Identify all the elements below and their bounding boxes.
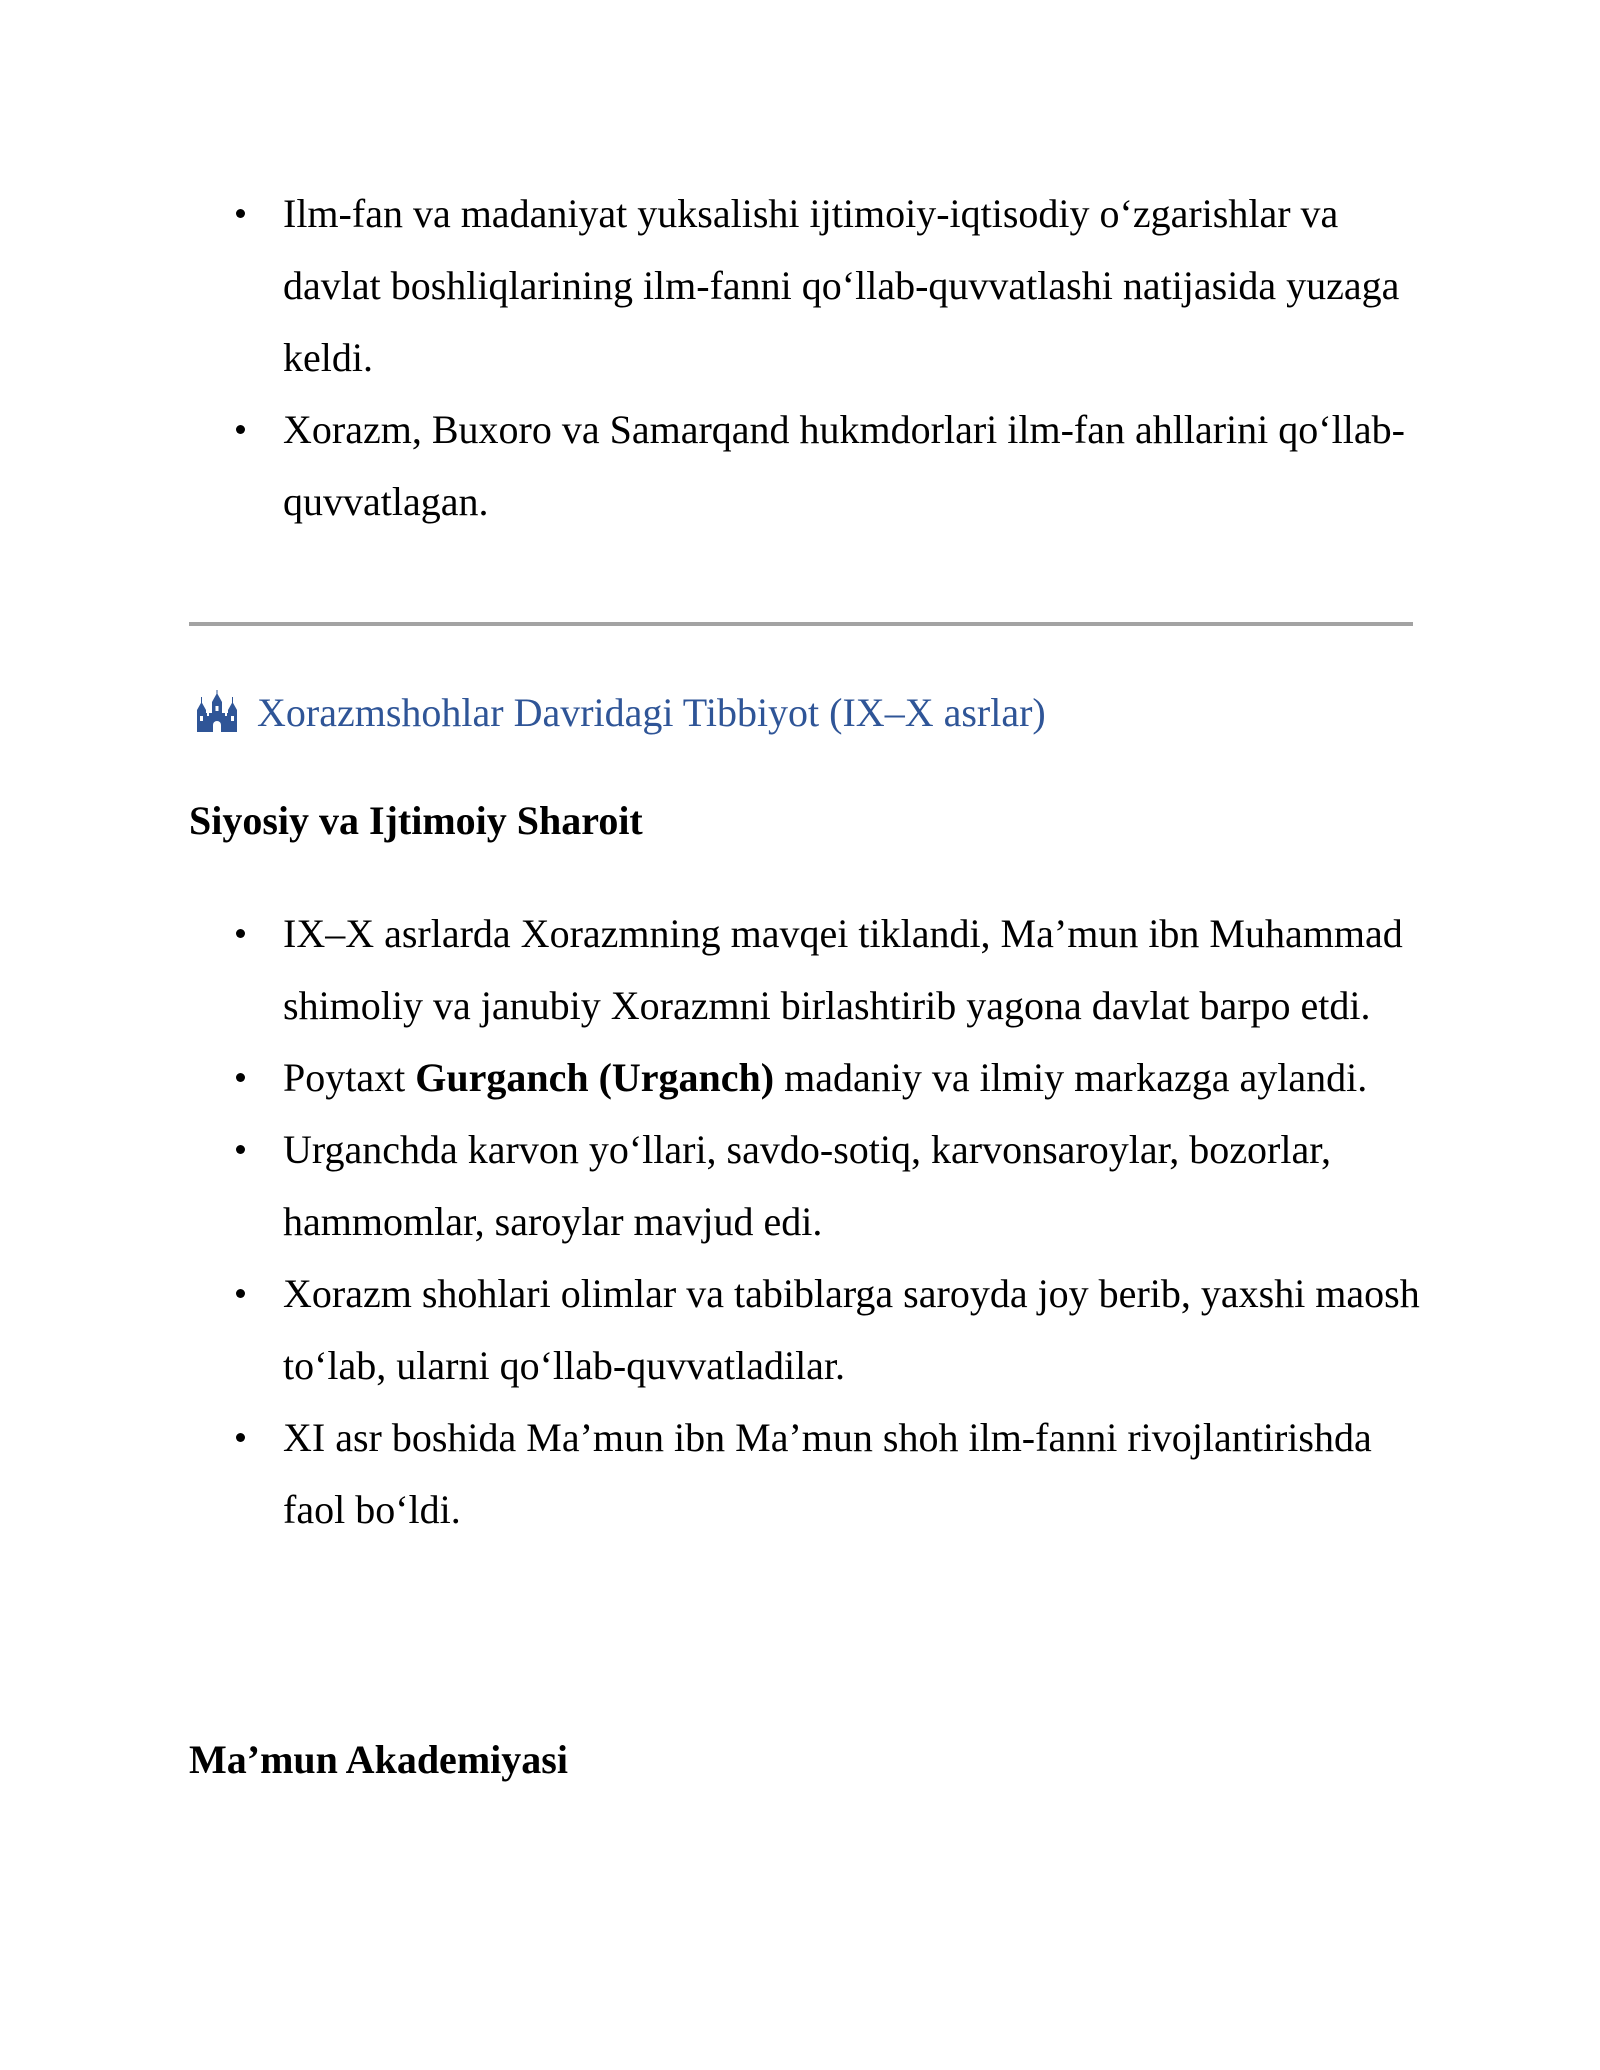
list-item [0,178,1600,394]
list-item [0,1402,1600,1546]
subheading-siyosiy: Siyosiy va Ijtimoiy Sharoit [189,798,643,843]
list-item [0,1042,1600,1114]
list-item [0,1258,1600,1402]
bullet-icon [236,209,245,218]
castle-icon [195,690,239,734]
list-item-text: Ilm-fan va madaniyat yuksalishi ijtimoiy-iqtisodiy o‘zgarishlar va davlat boshliqlarining ilm-fanni qo‘llab-quvvatlashi natijasida yuzaga keldi. [283,191,1400,380]
section-heading [195,682,1046,742]
list-item-text: Urganchda karvon yo‘llari, savdo-sotiq, karvonsaroylar, bozorlar, hammomlar, saroylar mavjud edi. [283,1127,1331,1244]
subheading-mamun-akademiyasi: Ma’mun Akademiyasi [189,1737,568,1782]
list-item-text [283,1055,1367,1100]
text-before: Poytaxt [283,1055,416,1100]
bullet-icon [236,1433,245,1442]
bullet-icon [236,1145,245,1154]
list-item-text: XI asr boshida Ma’mun ibn Ma’mun shoh ilm-fanni rivojlantirishda faol bo‘ldi. [283,1415,1372,1532]
section-title: Xorazmshohlar Davridagi Tibbiyot (IX–X asrlar) [257,689,1046,735]
bullet-list-top [0,178,1600,538]
list-item-text: Xorazm, Buxoro va Samarqand hukmdorlari ilm-fan ahllarini qo‘llab-quvvatlagan. [283,407,1405,524]
bullet-icon [236,425,245,434]
list-item [0,394,1600,538]
bullet-icon [236,929,245,938]
bullet-icon [236,1289,245,1298]
horizontal-rule [189,622,1413,626]
list-item [0,1114,1600,1258]
bold-term: Gurganch (Urganch) [415,1055,775,1100]
bullet-list-siyosiy [0,898,1600,1546]
bullet-icon [236,1073,245,1082]
list-item [0,898,1600,1042]
list-item-text: Xorazm shohlari olimlar va tabiblarga saroyda joy berib, yaxshi maosh to‘lab, ularni qo‘llab-quvvatladilar. [283,1271,1420,1388]
list-item-text: IX–X asrlarda Xorazmning mavqei tiklandi, Ma’mun ibn Muhammad shimoliy va janubiy Xorazmni birlashtirib yagona davlat barpo etdi. [283,911,1403,1028]
text-after: madaniy va ilmiy markazga aylandi. [774,1055,1368,1100]
